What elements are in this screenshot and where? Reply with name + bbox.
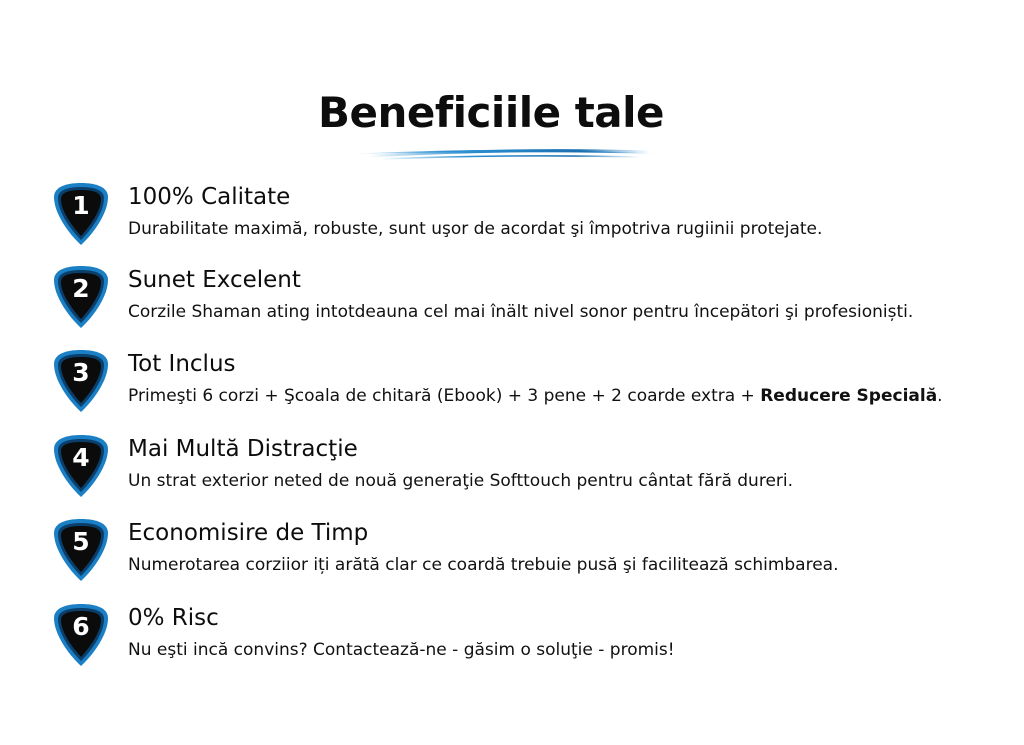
benefit-highlight: Reducere Specială	[760, 386, 938, 406]
badge-number: 5	[72, 527, 90, 556]
benefit-description	[128, 386, 943, 406]
badge-number: 4	[72, 443, 90, 472]
badge-number: 1	[72, 191, 90, 220]
benefit-item	[52, 520, 992, 590]
guitar-pick-icon	[52, 348, 110, 414]
benefit-description	[128, 555, 838, 575]
benefit-description	[128, 471, 793, 491]
benefit-description-text: Nu eşti incă convins? Contactează-ne - găsim o soluţie - promis!	[128, 640, 675, 660]
benefit-title: Economisire de Timp	[128, 520, 369, 546]
guitar-pick-icon	[52, 264, 110, 330]
badge-number: 6	[72, 612, 90, 641]
benefit-item	[52, 267, 992, 337]
badge-number: 2	[72, 274, 90, 303]
benefit-title: 0% Risc	[128, 605, 219, 631]
title-underline	[350, 146, 660, 162]
benefit-description-text: Corzile Shaman ating intotdeauna cel mai înält nivel sonor pentru începätori şi profesioniști.	[128, 302, 914, 322]
benefit-description	[128, 219, 822, 239]
benefit-item	[52, 605, 992, 675]
benefit-title: Sunet Excelent	[128, 267, 301, 293]
guitar-pick-icon	[52, 181, 110, 247]
benefit-description	[128, 302, 913, 322]
guitar-pick-icon	[52, 433, 110, 499]
benefit-item	[52, 184, 992, 254]
benefit-description-text: Numerotarea corziior iți arătă clar ce coardă trebuie pusă şi facilitează schimbarea.	[128, 555, 839, 575]
guitar-pick-icon	[52, 602, 110, 668]
benefit-description	[128, 640, 675, 660]
badge-number: 3	[72, 358, 90, 387]
benefit-suffix: .	[937, 386, 943, 406]
benefit-title: Mai Multă Distracţie	[128, 436, 358, 462]
benefit-title: Tot Inclus	[128, 351, 236, 377]
guitar-pick-icon	[52, 517, 110, 583]
benefit-description-text: Durabilitate maximă, robuste, sunt uşor de acordat şi împotriva rugiinii protejate.	[128, 219, 823, 239]
page-title: Beneficiile tale	[317, 88, 665, 137]
benefit-description-text: Un strat exterior neted de nouă generaţie Softtouch pentru cântat fără dureri.	[128, 471, 794, 491]
benefit-description-text: Primeşti 6 corzi + Şcoala de chitară (Ebook) + 3 pene + 2 coarde extra +	[128, 386, 761, 406]
benefit-item	[52, 351, 992, 421]
benefit-item	[52, 436, 992, 506]
benefit-title: 100% Calitate	[128, 184, 291, 210]
